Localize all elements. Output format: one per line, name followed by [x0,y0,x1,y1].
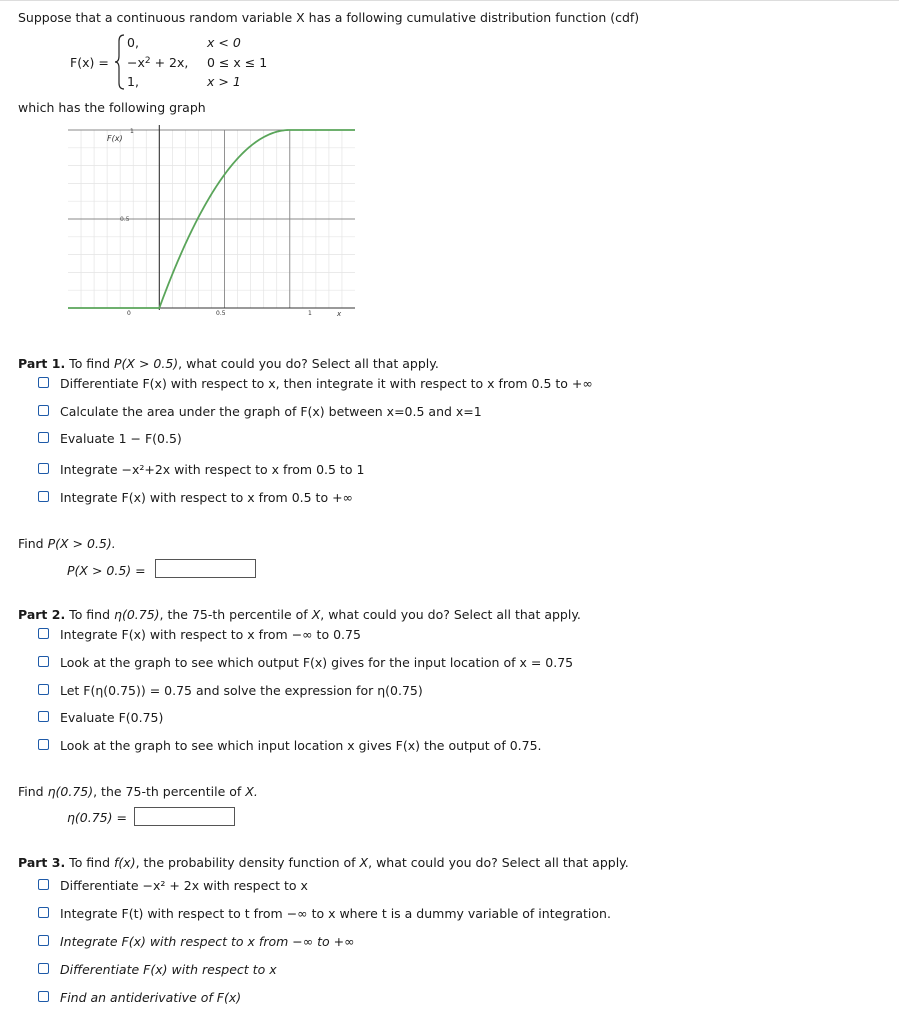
cdf-case-1-expr: 0, [127,35,139,50]
part1-option-1-checkbox[interactable] [38,377,49,388]
part2-option-4-checkbox[interactable] [38,711,49,722]
part2-head-c: η(0.75) [114,607,160,622]
part2-option-5-label[interactable]: Look at the graph to see which input location x gives F(x) the output of 0.75. [60,738,542,753]
top-border [0,0,899,1]
part3-option-3-checkbox[interactable] [38,935,49,946]
part3-heading [18,855,629,870]
part2-option-1-label[interactable]: Integrate F(x) with respect to x from −∞ to 0.75 [60,627,361,642]
part1-head-b: To find [65,356,115,371]
graph-intro: which has the following graph [18,100,206,115]
part2-find-a: Find [18,784,48,799]
part3-option-2-label[interactable]: Integrate F(t) with respect to t from −∞ to x where t is a dummy variable of integration. [60,906,611,921]
part2-option-3-checkbox[interactable] [38,684,49,695]
part2-option-1-checkbox[interactable] [38,628,49,639]
part2-find-d: X. [245,784,258,799]
graph-y-one-tick: 1 [130,128,134,135]
part2-head-d: , the 75-th percentile of [159,607,312,622]
part1-answer-label: P(X > 0.5) = [67,563,146,578]
part1-option-2-label[interactable]: Calculate the area under the graph of F(x) between x=0.5 and x=1 [60,404,482,419]
graph-x-one-tick: 1 [308,310,312,317]
part3-label: Part 3. [18,855,66,870]
left-brace-icon [114,34,126,90]
part2-find-c: , the 75-th percentile of [93,784,246,799]
cdf-case-2-exponent: 2 [144,56,151,66]
part3-option-5-checkbox[interactable] [38,991,49,1002]
part1-option-5-label[interactable]: Integrate F(x) with respect to x from 0.5 to +∞ [60,490,353,505]
graph-x-half-tick: 0.5 [216,310,226,317]
cdf-lhs: F(x) = [70,55,109,70]
cdf-case-2-expr-b: + 2x, [150,55,189,70]
part2-answer-input[interactable] [134,807,235,826]
part1-find-a: Find [18,536,48,551]
part1-heading [18,356,439,371]
part3-head-f: , what could you do? Select all that apply. [368,855,629,870]
cdf-case-1-cond: x < 0 [207,35,241,50]
part1-head-d: , what could you do? Select all that apply. [178,356,439,371]
part1-option-4-label[interactable]: Integrate −x²+2x with respect to x from 0.5 to 1 [60,462,365,477]
part1-option-5-checkbox[interactable] [38,491,49,502]
part3-head-b: To find [65,855,115,870]
part1-answer-input[interactable] [155,559,256,578]
part1-head-c: P(X > 0.5) [114,356,179,371]
part1-label: Part 1. [18,356,66,371]
part3-option-4-label[interactable]: Differentiate F(x) with respect to x [60,962,277,977]
part2-option-4-label[interactable]: Evaluate F(0.75) [60,710,164,725]
part2-option-3-label[interactable]: Let F(η(0.75)) = 0.75 and solve the expression for η(0.75) [60,683,423,698]
part1-find-prompt [18,536,116,551]
part2-find-prompt [18,784,258,799]
part3-option-2-checkbox[interactable] [38,907,49,918]
part2-label: Part 2. [18,607,66,622]
part2-head-f: , what could you do? Select all that apply. [320,607,581,622]
intro-text: Suppose that a continuous random variable X has a following cumulative distribution function (cdf) [18,10,640,25]
cdf-case-3-expr: 1, [127,74,139,89]
graph-y-half-tick: 0.5 [120,216,130,223]
part3-head-e: X [359,855,369,870]
part2-option-2-checkbox[interactable] [38,656,49,667]
cdf-case-2-cond: 0 ≤ x ≤ 1 [207,55,268,70]
part3-option-3-label[interactable]: Integrate F(x) with respect to x from −∞ to +∞ [60,934,355,949]
part3-option-5-label[interactable]: Find an antiderivative of F(x) [60,990,242,1005]
part3-head-c: f(x) [114,855,136,870]
part1-option-2-checkbox[interactable] [38,405,49,416]
graph-ylabel: F(x) [107,134,123,143]
part1-option-3-checkbox[interactable] [38,432,49,443]
part3-option-1-checkbox[interactable] [38,879,49,890]
part2-head-e: X [311,607,321,622]
part2-option-2-label[interactable]: Look at the graph to see which output F(x) gives for the input location of x = 0.75 [60,655,574,670]
part2-answer-label: η(0.75) = [67,810,127,825]
graph-xlabel: x [337,310,342,318]
cdf-case-3-cond: x > 1 [207,74,241,89]
part3-option-1-label[interactable]: Differentiate −x² + 2x with respect to x [60,878,308,893]
part3-option-4-checkbox[interactable] [38,963,49,974]
part1-option-1-label[interactable]: Differentiate F(x) with respect to x, then integrate it with respect to x from 0.5 to +∞ [60,376,593,391]
part2-head-b: To find [65,607,115,622]
cdf-case-2-expr-a: −x [127,55,145,70]
cdf-graph [60,120,360,325]
part2-heading [18,607,581,622]
graph-x-zero-tick: 0 [127,310,131,317]
cdf-case-2-expr [127,55,188,70]
part2-option-5-checkbox[interactable] [38,739,49,750]
part1-option-3-label[interactable]: Evaluate 1 − F(0.5) [60,431,182,446]
part3-head-d: , the probability density function of [135,855,360,870]
part2-find-b: η(0.75) [47,784,94,799]
graph-grid [68,125,355,310]
part1-option-4-checkbox[interactable] [38,463,49,474]
part1-find-b: P(X > 0.5). [47,536,116,551]
